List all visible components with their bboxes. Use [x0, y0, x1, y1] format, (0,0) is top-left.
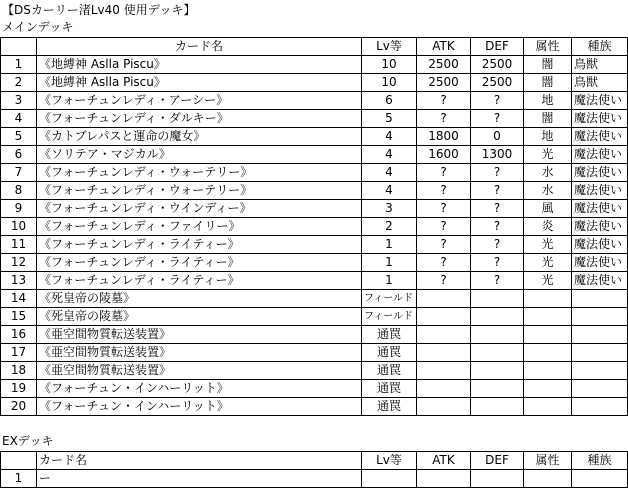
table-row — [1, 398, 628, 416]
cell-level: 6 — [362, 92, 417, 110]
page-title: 【DSカーリー渚Lv40 使用デッキ】 — [2, 3, 196, 17]
cell-race: 魔法使い — [572, 146, 628, 164]
cell-attribute: 光 — [524, 236, 572, 254]
cell-atk: ? — [417, 182, 471, 200]
cell-race — [572, 362, 628, 380]
cell-def: 0 — [471, 128, 524, 146]
cell-card-name: 《フォーチュンレディ・ライティー》 — [37, 236, 362, 254]
cell-atk — [417, 290, 471, 308]
cell-race: 魔法使い — [572, 110, 628, 128]
cell-level: フィールド — [362, 308, 417, 326]
cell-race: 魔法使い — [572, 236, 628, 254]
cell-card-name: 《カトブレパスと運命の魔女》 — [37, 128, 362, 146]
cell-atk — [417, 398, 471, 416]
header-race: 種族 — [572, 38, 628, 56]
cell-race: 魔法使い — [572, 272, 628, 290]
cell-atk: 2500 — [417, 74, 471, 92]
header-card-name: カード名 — [37, 38, 362, 56]
cell-def — [471, 290, 524, 308]
cell-row-number: 14 — [1, 290, 37, 308]
cell-attribute: 闇 — [524, 56, 572, 74]
cell-card-name: 《死皇帝の陵墓》 — [37, 308, 362, 326]
cell-atk: ? — [417, 272, 471, 290]
cell-atk — [417, 344, 471, 362]
table-row — [1, 470, 628, 488]
table-row — [1, 344, 628, 362]
cell-def — [471, 308, 524, 326]
cell-attribute: 闇 — [524, 74, 572, 92]
table-row — [1, 362, 628, 380]
cell-card-name: 《地縛神 Aslla Piscu》 — [37, 56, 362, 74]
cell-def: ? — [471, 254, 524, 272]
cell-card-name: 《フォーチュンレディ・ウインディー》 — [37, 200, 362, 218]
cell-level: 4 — [362, 146, 417, 164]
cell-attribute: 水 — [524, 164, 572, 182]
cell-card-name: ー — [37, 470, 362, 488]
header-def: DEF — [471, 38, 524, 56]
cell-card-name: 《地縛神 Aslla Piscu》 — [37, 74, 362, 92]
cell-card-name: 《フォーチュンレディ・ウォーテリー》 — [37, 182, 362, 200]
cell-race — [572, 398, 628, 416]
header-card-name: カード名 — [37, 452, 362, 470]
cell-atk: ? — [417, 200, 471, 218]
cell-race — [572, 470, 628, 488]
cell-card-name: 《フォーチュンレディ・アーシー》 — [37, 92, 362, 110]
cell-attribute: 炎 — [524, 218, 572, 236]
cell-attribute: 地 — [524, 128, 572, 146]
cell-row-number: 12 — [1, 254, 37, 272]
cell-attribute — [524, 398, 572, 416]
cell-def: ? — [471, 236, 524, 254]
cell-atk: 1600 — [417, 146, 471, 164]
header-level: Lv等 — [362, 38, 417, 56]
cell-level: 通罠 — [362, 326, 417, 344]
cell-row-number: 16 — [1, 326, 37, 344]
table-row — [1, 236, 628, 254]
table-row — [1, 272, 628, 290]
cell-def — [471, 470, 524, 488]
cell-atk: ? — [417, 92, 471, 110]
cell-card-name: 《ソリテア・マジカル》 — [37, 146, 362, 164]
cell-row-number: 19 — [1, 380, 37, 398]
cell-card-name: 《フォーチュンレディ・ウォーテリー》 — [37, 164, 362, 182]
header-attribute: 属性 — [524, 38, 572, 56]
table-row — [1, 326, 628, 344]
header-level: Lv等 — [362, 452, 417, 470]
cell-level: 1 — [362, 272, 417, 290]
cell-card-name: 《フォーチュンレディ・ライティー》 — [37, 272, 362, 290]
cell-attribute — [524, 362, 572, 380]
cell-atk — [417, 470, 471, 488]
table-row — [1, 218, 628, 236]
cell-level: 通罠 — [362, 344, 417, 362]
cell-def: ? — [471, 272, 524, 290]
cell-card-name: 《フォーチュン・インハーリット》 — [37, 398, 362, 416]
cell-race — [572, 380, 628, 398]
cell-level: 通罠 — [362, 380, 417, 398]
cell-atk — [417, 326, 471, 344]
header-row — [1, 38, 628, 56]
cell-level: 4 — [362, 128, 417, 146]
cell-atk: 1800 — [417, 128, 471, 146]
cell-row-number: 6 — [1, 146, 37, 164]
cell-def: ? — [471, 182, 524, 200]
cell-attribute: 光 — [524, 254, 572, 272]
cell-attribute — [524, 290, 572, 308]
cell-card-name: 《フォーチュンレディ・ダルキー》 — [37, 110, 362, 128]
cell-row-number: 5 — [1, 128, 37, 146]
cell-atk: 2500 — [417, 56, 471, 74]
cell-level: 10 — [362, 56, 417, 74]
cell-atk: ? — [417, 164, 471, 182]
cell-level: 3 — [362, 200, 417, 218]
cell-atk: ? — [417, 236, 471, 254]
table-row — [1, 308, 628, 326]
main-deck-table — [0, 37, 628, 416]
cell-row-number: 15 — [1, 308, 37, 326]
cell-race: 魔法使い — [572, 164, 628, 182]
cell-level: 4 — [362, 182, 417, 200]
cell-level: 通罠 — [362, 398, 417, 416]
cell-row-number: 17 — [1, 344, 37, 362]
cell-attribute: 闇 — [524, 110, 572, 128]
cell-row-number: 10 — [1, 218, 37, 236]
cell-row-number: 8 — [1, 182, 37, 200]
cell-race: 魔法使い — [572, 218, 628, 236]
table-row — [1, 92, 628, 110]
cell-level: 1 — [362, 236, 417, 254]
cell-attribute: 地 — [524, 92, 572, 110]
cell-level: 1 — [362, 254, 417, 272]
table-row — [1, 290, 628, 308]
header-row-number — [1, 452, 37, 470]
cell-attribute — [524, 308, 572, 326]
cell-row-number: 4 — [1, 110, 37, 128]
cell-attribute: 光 — [524, 146, 572, 164]
header-atk: ATK — [417, 38, 471, 56]
table-row — [1, 146, 628, 164]
cell-def: ? — [471, 92, 524, 110]
table-row — [1, 182, 628, 200]
cell-race — [572, 290, 628, 308]
header-row — [1, 452, 628, 470]
cell-row-number: 3 — [1, 92, 37, 110]
main-deck-label: メインデッキ — [2, 20, 74, 34]
cell-race: 鳥獣 — [572, 74, 628, 92]
cell-atk — [417, 362, 471, 380]
cell-def: ? — [471, 164, 524, 182]
cell-row-number: 11 — [1, 236, 37, 254]
cell-attribute: 光 — [524, 272, 572, 290]
cell-card-name: 《フォーチュンレディ・ライティー》 — [37, 254, 362, 272]
cell-race: 魔法使い — [572, 254, 628, 272]
cell-card-name: 《フォーチュン・インハーリット》 — [37, 380, 362, 398]
cell-attribute: 風 — [524, 200, 572, 218]
cell-atk — [417, 380, 471, 398]
cell-card-name: 《亜空間物質転送装置》 — [37, 362, 362, 380]
cell-card-name: 《亜空間物質転送装置》 — [37, 344, 362, 362]
cell-atk: ? — [417, 218, 471, 236]
table-row — [1, 56, 628, 74]
cell-attribute — [524, 470, 572, 488]
cell-card-name: 《亜空間物質転送装置》 — [37, 326, 362, 344]
cell-row-number: 1 — [1, 470, 37, 488]
cell-def: 2500 — [471, 56, 524, 74]
table-row — [1, 110, 628, 128]
cell-level — [362, 470, 417, 488]
cell-level: フィールド — [362, 290, 417, 308]
cell-race: 魔法使い — [572, 182, 628, 200]
cell-level: 4 — [362, 164, 417, 182]
cell-def: 2500 — [471, 74, 524, 92]
cell-row-number: 7 — [1, 164, 37, 182]
cell-attribute: 水 — [524, 182, 572, 200]
cell-def — [471, 344, 524, 362]
cell-row-number: 13 — [1, 272, 37, 290]
cell-def — [471, 380, 524, 398]
cell-def: ? — [471, 200, 524, 218]
cell-attribute — [524, 380, 572, 398]
header-atk: ATK — [417, 452, 471, 470]
table-row — [1, 74, 628, 92]
cell-level: 5 — [362, 110, 417, 128]
cell-def: ? — [471, 218, 524, 236]
cell-level: 2 — [362, 218, 417, 236]
table-row — [1, 254, 628, 272]
cell-race: 魔法使い — [572, 128, 628, 146]
cell-attribute — [524, 344, 572, 362]
cell-race: 鳥獣 — [572, 56, 628, 74]
cell-row-number: 9 — [1, 200, 37, 218]
cell-row-number: 20 — [1, 398, 37, 416]
cell-race — [572, 344, 628, 362]
header-def: DEF — [471, 452, 524, 470]
cell-atk — [417, 308, 471, 326]
cell-card-name: 《死皇帝の陵墓》 — [37, 290, 362, 308]
cell-def — [471, 398, 524, 416]
cell-race: 魔法使い — [572, 92, 628, 110]
cell-level: 10 — [362, 74, 417, 92]
header-race: 種族 — [572, 452, 628, 470]
cell-level: 通罠 — [362, 362, 417, 380]
ex-deck-label: EXデッキ — [2, 434, 54, 448]
header-row-number — [1, 38, 37, 56]
header-attribute: 属性 — [524, 452, 572, 470]
table-row — [1, 200, 628, 218]
cell-atk: ? — [417, 110, 471, 128]
cell-def — [471, 326, 524, 344]
cell-race — [572, 308, 628, 326]
cell-def: ? — [471, 110, 524, 128]
cell-race: 魔法使い — [572, 200, 628, 218]
cell-attribute — [524, 326, 572, 344]
cell-row-number: 2 — [1, 74, 37, 92]
table-row — [1, 380, 628, 398]
table-row — [1, 164, 628, 182]
cell-def: 1300 — [471, 146, 524, 164]
ex-deck-table — [0, 451, 628, 488]
cell-race — [572, 326, 628, 344]
cell-row-number: 1 — [1, 56, 37, 74]
table-row — [1, 128, 628, 146]
cell-card-name: 《フォーチュンレディ・ファイリー》 — [37, 218, 362, 236]
cell-atk: ? — [417, 254, 471, 272]
cell-def — [471, 362, 524, 380]
cell-row-number: 18 — [1, 362, 37, 380]
